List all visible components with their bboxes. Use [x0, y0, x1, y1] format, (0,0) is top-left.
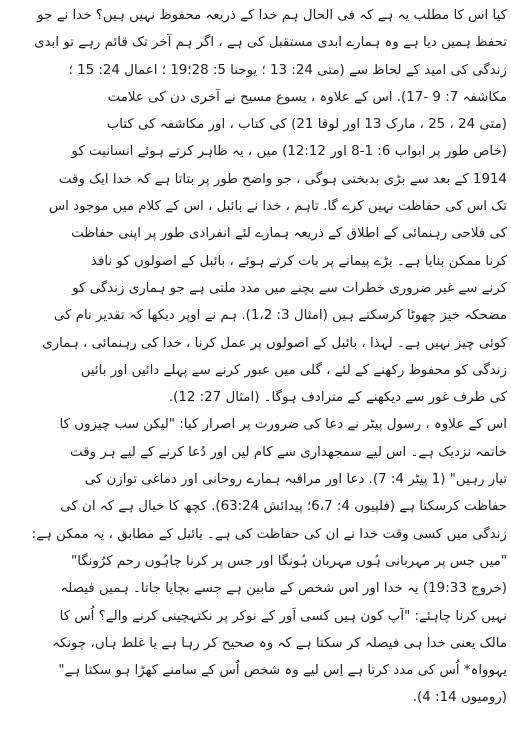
text-line: "میں جس پر مہربانی ہُوں مہربان ہُونگا اور جس پر کرنا چاہُوں رحم کرُونگا"	[71, 553, 507, 569]
text-line: (رومیوں 14: 4).	[412, 690, 507, 706]
text-line: کیا اس کا مطلب یہ ہے کہ فی الحال ہم خدا کے ذریعہ محفوظ نہیں ہیں؟ خدا نے جو	[37, 8, 507, 23]
text-line: (متی 24 ، 25 ، مارک 13 اور لوقا 21) کی کتاب ، اور مکاشفہ کی کتاب	[106, 117, 507, 133]
paragraph	[4, 411, 507, 711]
text-line: زندگی کو محفوظ رکھنے کے لئے ، گلی میں عبور کرنے سے پہلے دائیں اور بائیں	[80, 362, 507, 378]
paragraph	[4, 2, 507, 411]
text-line: 1914 کے بعد سے بڑی بدبختی ہوگی ، جو واضح طور پر بتاتا ہے کہ خدا ایک وقت	[58, 171, 507, 187]
text-line: حفاظت کرسکتا ہے (فلپیوں 4: 6،7؛ پیدائش 63:24). کچھ کا خیال ہے کہ ان کی	[60, 499, 507, 515]
text-line: مضحکہ خیز چھوٹا کرسکتے ہیں (امثال 3: 1،2). ہم نے اوپر دیکھا کہ تقدیر نام کی	[53, 308, 507, 324]
text-line: خاتمہ نزدیک ہے۔ اس لیے سمجھداری سے کام لیں اور دُعا کرنے کے لیے ہر وقت	[70, 444, 507, 460]
text-line: (خروج 19:33) یہ خدا اور اس شخص کے مابین ہے جسے بچایا جاتا۔ ہمیں فیصلہ	[60, 581, 507, 597]
text-line: کرنا ممکن بنایا ہے۔ بڑے پیمانے پر بات کرتے ہوئے ، بائبل کے اصولوں کو نافذ	[90, 253, 507, 269]
text-line: تک اس کی حفاظت نہیں کرے گا. تاہم ، خدا نے بائبل ، اس کے کلام میں موجود اس	[48, 199, 507, 215]
text-line: زندگی میں کسی وقت خدا نے ان کی حفاظت کی ہے۔ بائبل کے مطابق ، یہ ممکن ہے:	[31, 526, 507, 542]
text-line: مالک یعنی خدا ہی فیصلہ کر سکتا ہے کہ وہ صحیح کر رہا ہے یا غلط ہاں، چونکہ	[52, 635, 507, 651]
text-line: کی طرف غور سے دیکھنے کے مترادف ہوگا۔ (امثال 27: 12).	[168, 390, 507, 406]
text-line: کوئی چیز نہیں ہے۔ لہذا ، بائبل کے اصولوں پر عمل کرنا ، خدا کی رہنمائی ، ہماری	[42, 335, 507, 351]
document-body	[4, 2, 507, 712]
text-line: نہیں کرنا چاہئے: "آپ کون ہیں کسی اَور کے نوکر پر نکتہچینی کرنے والے؟ اُس کا	[59, 608, 507, 624]
text-line: مکاشفہ 7: 9 -17). اس کے علاوہ ، یسوع مسیح نے آخری دن کی علامت	[107, 89, 507, 105]
text-line: اس کے علاوہ ، رسول پیٹر نے دعا کی ضرورت پر اصرار کیا: "لیکن سب چیزوں کا	[59, 417, 507, 433]
text-line: زندگی کی امید کے لحاظ سے (متی 24: 13 ؛ یوحنا 5: 28؛19 ؛ اعمال 24: 15 ؛	[68, 62, 507, 78]
text-line: (خاص طور پر ابواب 6: 1-8 اور 12:12) میں ، یہ ظاہر کرتے ہوئے انسانیت کو	[71, 144, 507, 160]
text-line: تیار رہیں" (1 پیٹر 4: 7). دعا اور مراقبہ ہمارے روحانی اور دماغی توازن کی	[84, 472, 507, 488]
text-line: یہوواہ* اُس کی مدد کرتا ہے اِس لیے وہ شخص اُس کے سامنے کھڑا ہو سکتا ہے"	[58, 663, 507, 679]
text-line: کی فلاحی رہنمائی کے اطلاق کے ذریعہ ہمارے لئے انفرادی طور پر اپنی حفاظت	[71, 226, 507, 242]
text-line: کرنے سے غیر ضروری خطرات سے بچنے میں مدد ملتی ہے جو ہماری زندگی کو	[72, 280, 507, 296]
text-line: تحفظ ہمیں دیا ہے وہ ہمارے ابدی مستقبل کی ہے ، اگر ہم آخر تک قائم رہے تو ابدی	[34, 35, 507, 51]
